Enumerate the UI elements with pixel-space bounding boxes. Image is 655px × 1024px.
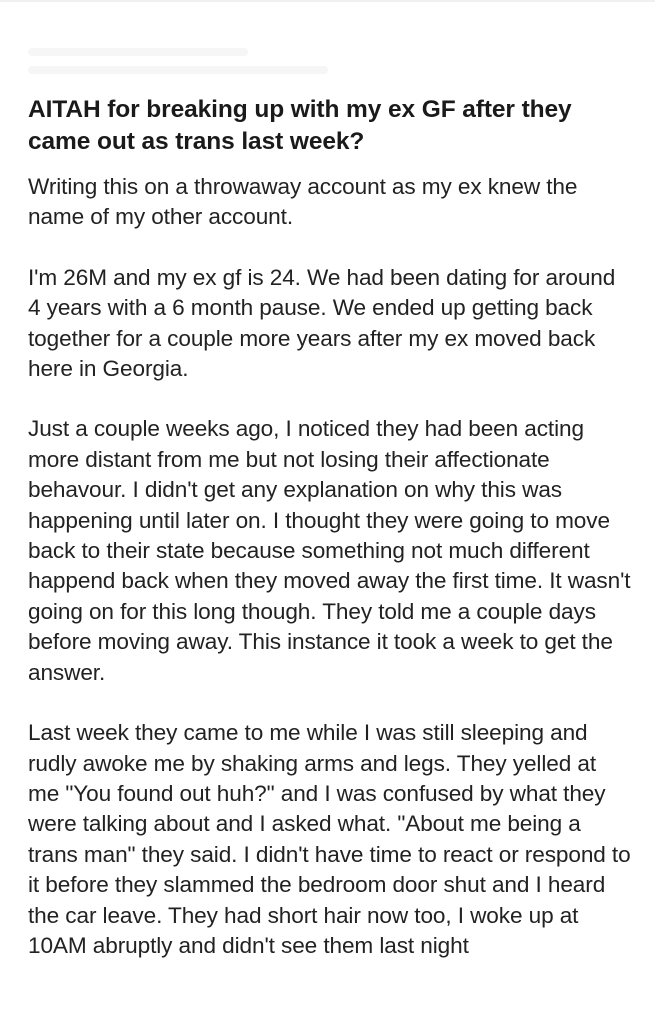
post-body bbox=[28, 172, 633, 961]
post bbox=[28, 94, 633, 991]
post-paragraph: I'm 26M and my ex gf is 24. We had been dating for around 4 years with a 6 month pause. We ended up getting back together for a couple more years after my ex moved back here in Georgia. bbox=[28, 264, 616, 382]
faded-bar bbox=[28, 48, 248, 56]
post-title[interactable]: AITAH for breaking up with my ex GF after they came out as trans last week? bbox=[28, 96, 572, 155]
faded-bar bbox=[28, 66, 328, 74]
post-paragraph: Last week they came to me while I was still sleeping and rudly awoke me by shaking arms and legs. They yelled at me "You found out huh?" and I was confused by what they were talking about and I asked what. "About me being a trans man" they said. I didn't have time to react or respond to it before they slammed the bedroom door shut and I heard the car leave. They had short hair now too, I woke up at 10AM abruptly and didn't see them last night bbox=[28, 720, 631, 958]
top-divider bbox=[0, 0, 655, 2]
faded-header-placeholder bbox=[28, 48, 328, 78]
post-paragraph: Writing this on a throwaway account as my ex knew the name of my other account. bbox=[28, 174, 578, 230]
post-paragraph: Just a couple weeks ago, I noticed they had been acting more distant from me but not losing their affectionate behavour. I didn't get any explanation on why this was happening until later on. I thought they were going to move back to their state because something not much different happend back when they moved away the first time. It wasn't going on for this long though. They told me a couple days before moving away. This instance it took a week to get the answer. bbox=[28, 416, 631, 685]
